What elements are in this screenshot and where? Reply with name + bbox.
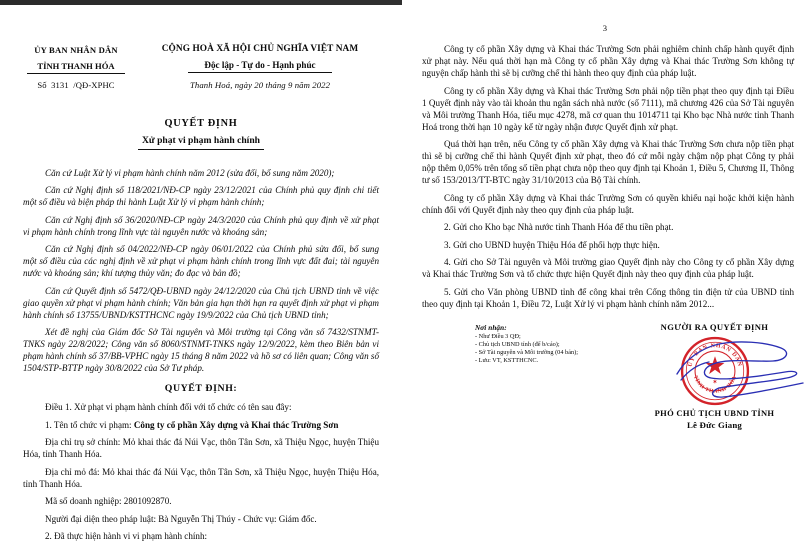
document-page-3 (402, 0, 808, 560)
recipient-item: - Sở Tài nguyên và Môi trường (04 bản); (475, 349, 578, 357)
page-subtitle: Xử phạt vi phạm hành chính (138, 134, 264, 150)
preamble-paragraph: Căn cứ Nghị định số 36/2020/NĐ-CP ngày 24/3/2020 của Chính phủ quy định về xử phạt vi phạm hành chính trong lĩnh vực tài nguyên nước và khoáng sản; (23, 214, 379, 237)
preamble-paragraph: Xét đề nghị của Giám đốc Sở Tài nguyên và Môi trường tại Công văn số 7432/STNMT-TNKS ngày 22/8/2022; Công văn số 8060/STNMT-TNKS ngày 12/9/2022, kèm theo Biên bản vi phạm hành chính số 37/BB-VPHC ngày 15 tháng 8 năm 2022 và hồ sơ có liên quan; Công văn số 1504/STP-BTTP ngày 30/8/2022 của Sở Tư pháp. (23, 327, 379, 373)
page-1-body (0, 150, 402, 543)
document-title-block (0, 117, 402, 150)
recipient-item: - Như Điều 3 QĐ; (475, 332, 521, 340)
signature-zone (422, 321, 794, 474)
document-number (12, 80, 140, 90)
signer-block (612, 322, 808, 430)
business-code: Mã số doanh nghiệp: 2801092870. (45, 496, 172, 506)
legal-representative: Người đại diện theo pháp luật: Bà Nguyễn Thị Thúy - Chức vụ: Giám đốc. (45, 513, 317, 524)
signer-name: Lê Đức Giang (686, 419, 743, 430)
svg-text:TỈNH THANH HÓA: TỈNH THANH HÓA (691, 374, 738, 395)
preamble-paragraph: Căn cứ Luật Xử lý vi phạm hành chính năm 2012 (sửa đổi, bổ sung năm 2020); (45, 167, 335, 178)
document-number-value: 3131 (51, 80, 69, 90)
body-paragraph: 2. Gửi cho Kho bạc Nhà nước tỉnh Thanh Hóa để thu tiền phạt. (444, 222, 674, 232)
signer-heading: NGƯỜI RA QUYẾT ĐỊNH (660, 321, 769, 332)
national-motto: Độc lập - Tự do - Hạnh phúc (188, 59, 331, 73)
authority-line-2: TỈNH THANH HÓA (27, 61, 124, 74)
recipients-title: Nơi nhận: (475, 323, 507, 332)
svg-text:ỦY BAN NHÂN DÂN: ỦY BAN NHÂN DÂN (687, 342, 742, 368)
body-paragraph: Công ty cổ phần Xây dựng và Khai thác Trường Sơn có quyền khiếu nại hoặc khởi kiện hành chính đối với Quyết định này theo quy định của pháp luật. (422, 192, 794, 215)
body-paragraph: 4. Gửi cho Sở Tài nguyên và Môi trường giao Quyết định này cho Công ty cổ phần Xây dựng và Khai thác Trường Sơn và tổ chức thực hiện Quyết định này theo quy định của pháp luật. (422, 257, 794, 279)
page-3-body (402, 33, 808, 474)
article-1-lead: Điều 1. Xử phạt vi phạm hành chính đối với tổ chức có tên sau đây: (45, 402, 292, 412)
document-number-suffix: /QĐ-XPHC (73, 80, 115, 90)
item-2-heading: 2. Đã thực hiện hành vi vi phạm hành chính: (45, 531, 208, 541)
body-paragraph: Công ty cổ phần Xây dựng và Khai thác Trường Sơn phải nộp tiền phạt theo quy định tại Điều 1 Quyết định này vào tài khoản thu ngân sách nhà nước (số 7111), mã chương 426 của Sở Tài nguyên và Môi trường Thanh Hóa, tiểu mục 4278, mã cơ quan thu 1014711 tại Kho bạc Nhà nước tỉnh Thanh Hoá trong thời hạn 10 ngày kể từ ngày nhận được Quyết định xử phạt. (422, 85, 794, 132)
violating-organization-name: Công ty cổ phần Xây dựng và Khai thác Trường Sơn (133, 419, 339, 430)
preamble-paragraph: Căn cứ Nghị định số 04/2022/NĐ-CP ngày 06/01/2022 của Chính phủ sửa đổi, bổ sung một số điều của các nghị định về xử phạt vi phạm hành chính trong lĩnh vực đất đai; tài nguyên nước và khoáng sản; khí tượng thủy văn; đo đạc và bản đồ; (23, 244, 379, 278)
violating-organization-label: 1. Tên tổ chức vi phạm: (45, 419, 134, 430)
recipients-block (475, 324, 625, 366)
national-title: CỘNG HOÀ XÃ HỘI CHỦ NGHĨA VIỆT NAM (161, 44, 359, 54)
stamp-and-signature (612, 334, 808, 406)
recipient-item: - Chủ tịch UBND tỉnh (để b/cáo); (475, 340, 560, 348)
page-title: QUYẾT ĐỊNH (164, 118, 238, 129)
headquarters-address: Địa chỉ trụ sở chính: Mỏ khai thác đá Núi Vạc, thôn Tân Sơn, xã Thiệu Ngọc, huyện Thiệu Hóa, tỉnh Thanh Hóa. (23, 437, 379, 459)
preamble-paragraph: Căn cứ Nghị định số 118/2021/NĐ-CP ngày 23/12/2021 của Chính phủ quy định chi tiết một số điều và biện pháp thi hành Luật Xử lý vi phạm hành chính; (23, 185, 379, 207)
national-heading-block (140, 43, 380, 90)
violating-organization (23, 419, 379, 431)
document-number-label: Số (37, 80, 47, 90)
body-paragraph: 5. Gửi cho Văn phòng UBND tỉnh để công khai trên Cổng thông tin điện tử của UBND tỉnh theo quy định tại Khoản 1, Điều 72, Luật Xử lý vi phạm hành chính năm 2012... (422, 286, 794, 309)
svg-text:✶: ✶ (712, 379, 717, 386)
document-header (0, 5, 402, 90)
signer-role: PHÓ CHỦ TỊCH UBND TỈNH (654, 407, 775, 418)
document-page-1 (0, 5, 402, 560)
issuing-authority-block (12, 43, 140, 90)
body-paragraph: Quá thời hạn trên, nếu Công ty cổ phần Xây dựng và Khai thác Trường Sơn chưa nộp tiền phạt thì sẽ bị cưỡng chế thi hành Quyết định xử phạt, theo đó cứ mỗi ngày chậm nộp phạt Công ty phải nộp thêm 0,05% trên tổng số tiền phạt chưa nộp theo quy định tại Khoản 1, Điều 5, Chương II, Thông tư số 153/2013/TT-BTC ngày 31/10/2013 của Bộ Tài chính. (422, 139, 794, 185)
page-number: 3 (602, 23, 608, 33)
preamble-paragraph: Căn cứ Quyết định số 5472/QĐ-UBND ngày 24/12/2020 của Chủ tịch UBND tỉnh về việc giao quyền xử phạt vi phạm hành chính; Văn bản gia hạn thời hạn ra quyết định xử phạt vi phạm hành chính số 13755/UBND/KSTTHCNC ngày 19/9/2022 của Chủ tịch UBND tỉnh; (23, 285, 379, 320)
body-paragraph: 3. Gửi cho UBND huyện Thiệu Hóa để phối hợp thực hiện. (444, 239, 660, 250)
place-and-date: Thanh Hoá, ngày 20 tháng 9 năm 2022 (189, 80, 331, 90)
authority-line-1: ỦY BAN NHÂN DÂN (34, 45, 118, 55)
mine-address: Địa chỉ mỏ đá: Mỏ khai thác đá Núi Vạc, thôn Tân Sơn, xã Thiệu Ngọc, huyện Thiệu Hóa, tỉnh Thanh Hóa. (23, 466, 379, 489)
body-paragraph: Công ty cổ phần Xây dựng và Khai thác Trường Sơn phải nghiêm chỉnh chấp hành quyết định xử phạt này. Nếu quá thời hạn mà Công ty cổ phần Xây dựng và Khai thác Trường Sơn không tự nguyện chấp hành thì sẽ bị cưỡng chế thi hành theo quy định của pháp luật. (422, 44, 794, 78)
recipient-item: - Lưu: VT, KSTTHCNC. (475, 357, 539, 365)
official-seal-icon (680, 336, 750, 406)
decision-keyword: QUYẾT ĐỊNH: (164, 383, 238, 394)
